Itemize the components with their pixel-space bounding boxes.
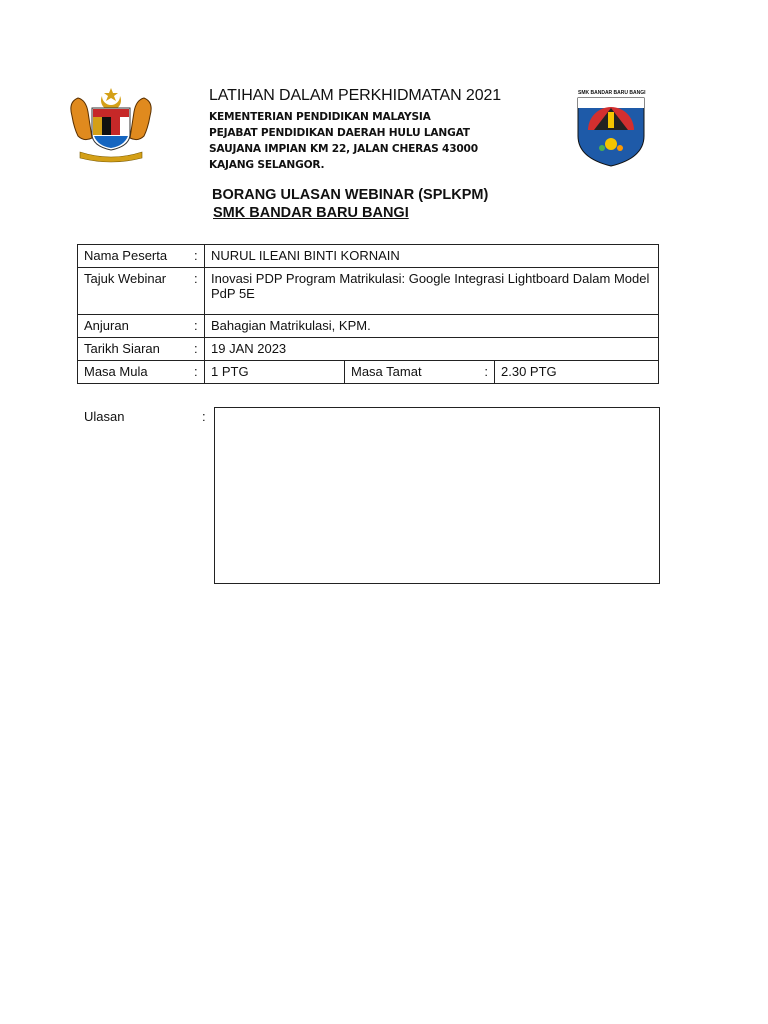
tajuk-label: Tajuk Webinar	[78, 268, 193, 315]
masa-mula-label: Masa Mula	[78, 361, 193, 384]
address-line-4: KAJANG SELANGOR.	[209, 159, 325, 171]
school-logo	[574, 86, 648, 168]
address-line-1: KEMENTERIAN PENDIDIKAN MALAYSIA	[209, 111, 431, 123]
address-line-3: SAUJANA IMPIAN KM 22, JALAN CHERAS 43000	[209, 143, 478, 155]
anjuran-value: Bahagian Matrikulasi, KPM.	[205, 315, 659, 338]
masa-mula-value: 1 PTG	[205, 361, 345, 384]
table-row-tajuk	[78, 268, 659, 315]
table-row-nama	[78, 245, 659, 268]
colon: :	[192, 268, 205, 315]
colon: :	[192, 361, 205, 384]
school-logo-text: SMK BANDAR BARU BANGI	[578, 90, 646, 96]
participant-info-table	[77, 244, 659, 384]
tarikh-label: Tarikh Siaran	[78, 338, 193, 361]
nama-value: NURUL ILEANI BINTI KORNAIN	[205, 245, 659, 268]
colon: :	[192, 245, 205, 268]
ulasan-field[interactable]	[214, 407, 660, 584]
masa-tamat-value: 2.30 PTG	[495, 361, 659, 384]
masa-tamat-label	[345, 361, 495, 384]
table-row-anjuran	[78, 315, 659, 338]
anjuran-label: Anjuran	[78, 315, 193, 338]
ulasan-colon: :	[202, 409, 206, 424]
colon: :	[192, 338, 205, 361]
ulasan-label: Ulasan	[84, 409, 125, 424]
address-line-2: PEJABAT PENDIDIKAN DAERAH HULU LANGAT	[209, 127, 470, 139]
masa-tamat-label-text: Masa Tamat	[351, 364, 422, 379]
page-title: LATIHAN DALAM PERKHIDMATAN 2021	[209, 87, 502, 104]
form-heading	[212, 186, 488, 222]
school-crest-icon	[574, 86, 648, 168]
tajuk-value: Inovasi PDP Program Matrikulasi: Google Integrasi Lightboard Dalam Model PdP 5E	[205, 268, 659, 315]
colon: :	[192, 315, 205, 338]
school-name: SMK BANDAR BARU BANGI	[213, 205, 409, 221]
table-row-masa	[78, 361, 659, 384]
letterhead	[209, 86, 501, 173]
colon: :	[484, 364, 488, 379]
coat-of-arms-logo	[66, 86, 156, 164]
table-row-tarikh	[78, 338, 659, 361]
tarikh-value: 19 JAN 2023	[205, 338, 659, 361]
form-title: BORANG ULASAN WEBINAR (SPLKPM)	[212, 187, 489, 203]
nama-label: Nama Peserta	[78, 245, 193, 268]
